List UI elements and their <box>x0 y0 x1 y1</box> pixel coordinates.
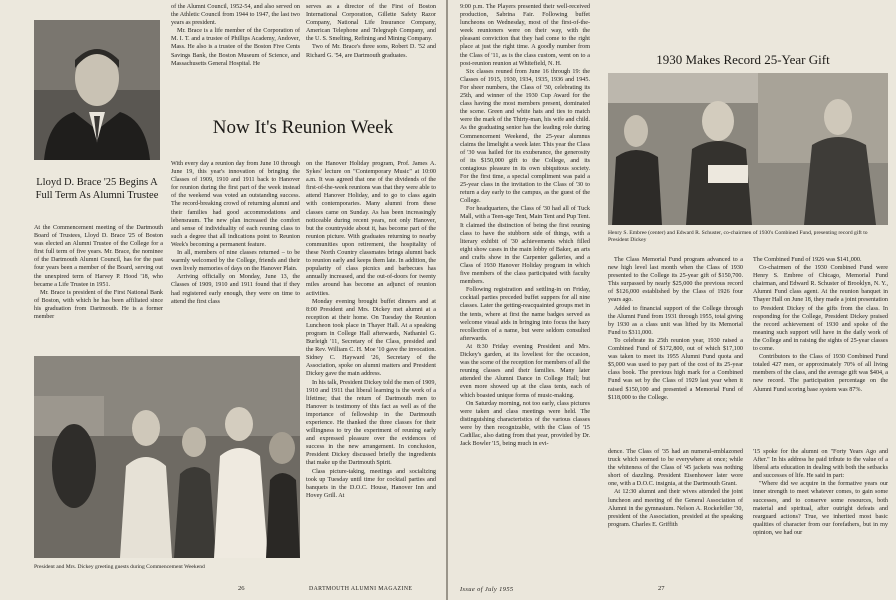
reunion-col2-paragraph: Class picture-taking, meetings and socializing took up Tuesday until time for cocktail parties and banquets in the D.O.C. House, Hanover Inn and Hovey Grill. At <box>306 468 436 499</box>
brace-col2-paragraph: Mr. Brace is a life member of the Corporation of M. I. T. and a trustee of Phillips Academy, Andover, Mass. He also is a trustee of the Boston Five Cents Savings Bank, the Boston Museum of Science, and Massachusetts General Hospital. He <box>171 28 300 67</box>
reunion-col2-paragraph: In his talk, President Dickey told the men of 1909, 1910 and 1911 that liberal learning is the work of a lifetime; that the return of Dartmouth men to Hanover is testimony of this fact as well as of the importance of fellowship in the Dartmouth experience. He thanked the three classes for their willingness to try the experiment of reuning early and expressed pleasure over the evidences of success in the new arrangement. In conclusion, President Dickey discussed briefly the ingredients that make up the Dartmouth Spirit. <box>306 379 436 467</box>
reunion-continued-text <box>460 3 590 573</box>
reunion-continued-paragraph: On Saturday morning, not too early, class pictures were taken and class meetings were held. The distinguishing characteristics of the various classes were by then recognizable, with the Class of '15 Cadillac, also dating from that year, provided by Dr. Jack Bowler '15, being much in evi- <box>460 400 590 448</box>
left-page-number <box>238 585 245 592</box>
right-page-number <box>658 585 665 592</box>
gift-col3-text <box>753 256 888 442</box>
sidebar-text <box>34 224 163 340</box>
sidebar-heading-text: Lloyd D. Brace '25 Begins A Full Term As Alumni Trustee <box>35 177 159 201</box>
gift-col3-paragraph: The Combined Fund of 1926 was $141,000. <box>753 257 862 263</box>
gift-photo-caption <box>608 230 888 244</box>
gift-col3-paragraph: Contributors to the Class of 1930 Combined Fund totaled 427 men, or approximately 70% of all living members of the class, and the average gift was $404, a new record. The participation percentage on the Alumni Fund scoring base system was 87%. <box>753 354 888 393</box>
commencement-photo-caption <box>34 564 300 571</box>
main-headline <box>168 116 438 140</box>
gift-caption-text: Henry S. Embree (center) and Edward R. Schuster, co-chairmen of 1930's Combined Fund, presenting record gift to President Dickey <box>608 230 868 243</box>
reunion-continued-paragraph: 9:00 p.m. The Players presented their well-received production, Sabrina Fair. Following buffet luncheons on Wednesday, most of the first-of-the-week reunioners were on their way, with the pleasant conviction that they had come to the right place at just the right time. A goodly number from the Class of '11, as is the class custom, went on to a post-reunion reunion at Whitefield, N. H. <box>460 4 590 67</box>
commencement-caption-text: President and Mrs. Dickey greeting guests during Commencement Weekend <box>34 564 205 570</box>
reunion-continued-paragraph: Following registration and settling-in on Friday, cocktail parties preceded buffet suppers for all nine classes. Later the getting-reacquainted groups met in the tents, where at first the name badges served as welcome visual aids in bringing into focus the hazy recollection of a name, but were seldom consulted afterwards. <box>460 287 590 342</box>
reunion-continued-paragraph: Six classes reuned from June 16 through 19: the Classes of 1915, 1930, 1934, 1935, 1936 and 1945. For sheer numbers, the Class of '30, celebrating its 25th, and winner of the 1930 Cup Award for the class having the most members present, dominated the scene. Green and white hats and ties to match were the mark of the Thirty-man, his wife and child. As the graduating senior has the leading role during Commencement Weekend, the 25-year alumnus claims the limelight a week later. This year the Class of '30 was hailed for its exuberance, the generosity of its $150,000 gift to the College, and its contagious pleasure in its own ubiquitous society. For the first time, a special compliment was paid a 25-year class in the invitation to the Class of '30 to return a day early to the campus, as the guest of the College. <box>460 68 590 205</box>
left-page-number-text: 26 <box>238 585 245 592</box>
right-page <box>448 0 896 600</box>
gift-col2-text <box>608 256 743 442</box>
magazine-name <box>309 586 412 592</box>
reunion-col1-text <box>171 160 300 348</box>
reunion-continued-paragraph: For headquarters, the Class of '30 had all of Tuck Mall, with a Teen-age Tent, Main Tent and Pup Tent. It claimed the distinction of being the first reuning class to have the stubborn side of things, with a literary exhibit of '30 achievements which filled eight show cases in the main lobby of Baker, an arts and crafts show in the Carpenter galleries, and a Class of 1930 Hanover Holiday program in which five members of the class participated with faculty members. <box>460 206 590 286</box>
gift-headline-text: 1930 Makes Record 25-Year Gift <box>656 52 830 67</box>
reunion-continued-paragraph: At 8:30 Friday evening President and Mrs. Dickey's garden, at its loveliest for the occasion, was the scene of the reception for members of all the reuning classes and their families. Many later attended the Alumni Dance in College Hall; but even more showed up at the class tents, each of which boasted unique forms of music-making. <box>460 343 590 399</box>
reunion-bottom-col2-paragraph: At 12:30 alumni and their wives attended the joint luncheon and meeting of the General Association of Alumni in the gymnasium. Nelson A. Rockefeller '30, president of the Association, presided at the speaking program. Charles E. Griffith <box>608 489 743 528</box>
left-page <box>0 0 446 600</box>
right-page-number-text: 27 <box>658 585 665 592</box>
brace-col2-paragraph: of the Alumni Council, 1952-54, and also served on the Athletic Council from 1944 to 1947, the last two years as president. <box>171 4 300 27</box>
reunion-col1-paragraph: Arriving officially on Monday, June 13, the Classes of 1909, 1910 and 1911 found that if they had registered early enough, they were on time to attend the first class <box>171 274 300 305</box>
brace-col3-paragraph: Two of Mr. Brace's three sons, Robert D. '52 and Richard G. '54, are Dartmouth graduates. <box>306 44 436 59</box>
brace-col2-text <box>171 3 300 111</box>
reunion-col1-paragraph: In all, members of nine classes returned – to be warmly welcomed by the College, friends and their own lively memories of days on the Hanover Plain. <box>171 250 300 273</box>
reunion-col2-paragraph: Monday evening brought buffet dinners and at 8:00 President and Mrs. Dickey met alumni at a reception at their home. On Tuesday the Reunion Luncheon took place in Thayer Hall. At a speaking program in College Hall afterwards, Nathaniel G. Burleigh '11, Secretary of the Class, presided and the Rev. William C. H. Moe '10 gave the invocation. Sidney C. Hayward '26, Secretary of the Association, spoke on alumni matters and President Dickey gave the main address. <box>306 298 436 378</box>
magazine-name-text: DARTMOUTH ALUMNI MAGAZINE <box>309 586 413 592</box>
reunion-col2-paragraph: on the Hanover Holiday program, Prof. James A. Sykes' lecture on "Contemporary Music" at 10:00 a.m. It was agreed that one of the dividends of the first-of-the-week reunions was that they were able to attend Hanover Holiday, and to go to class again with contemporaries. Many alumni from these classes came on Sunday. As has been increasingly noticeable during recent years, not only Hanover, but the countryside about it, has become part of the reunion picture. With graduates returning to nearby communities upon retirement, the hospitality of these North Country classmates brings alumni back to reunion early and keeps them late. In addition, the popularity of class picnics and barbecues has annually increased, and the out-of-doors for twenty miles around has become an adjunct of reunion activities. <box>306 161 436 297</box>
reunion-bottom-col3-text <box>753 448 888 574</box>
gift-photo-graphic <box>608 73 888 225</box>
reunion-bottom-col3-paragraph: '15 spoke for the alumni on "Forty Years Ago and After." In his address he paid tribute to the value of a liberal arts education in dealing with both the setbacks and successes of life. He said in part: <box>753 449 888 480</box>
brace-col3-text <box>306 3 436 111</box>
gift-headline <box>598 52 888 68</box>
gift-col2-paragraph: To celebrate its 25th reunion year, 1930 raised a Combined Fund of $172,800, out of which $17,100 was taken to meet its 1955 Alumni Fund quota and $5,000 was used to pay part of the cost of its 25-year class book. The previous high mark for a Combined Fund was set by the Class of 1929 last year when it raised $150,100 and presented a Memorial Fund of $118,000 to the College. <box>608 337 743 401</box>
reunion-bottom-col3-paragraph: "Where did we acquire in the formative years our inner strength to meet whatever comes, to gain some successes, and to conserve some resources, both material and spiritual, after outright defeats and rearguard actions? True, we inherited most basic qualities of character from our forefathers, but in my opinion, we had our <box>753 481 888 536</box>
issue-line-text: Issue of July 1955 <box>460 586 514 593</box>
gift-presentation-photo <box>608 73 888 225</box>
main-headline-text: Now It's Reunion Week <box>212 117 394 138</box>
sidebar-paragraph: At the Commencement meeting of the Dartmouth Board of Trustees, Lloyd D. Brace '25 of Boston was elected an Alumni Trustee of the College for a first full term of five years. Mr. Brace, the nominee of the Dartmouth Alumni Council, has for the past four years been a member of the Board, serving out the unexpired term of Harvey P. Hood '18, who became a Life Trustee in 1951. <box>34 225 163 288</box>
portrait-photo-brace <box>34 20 160 160</box>
reunion-bottom-col2-paragraph: dence. The Class of '35 had an numeral-emblazoned truck which seemed to be everywhere at once; while the whiteness of the Class of '45 jackets was nothing short of dazzling. President Eisenhower later wore one, with a D.O.C. insignia, at the Dartmouth Grant. <box>608 449 743 488</box>
portrait-photo-graphic <box>34 20 160 160</box>
issue-line <box>460 586 514 593</box>
gift-col2-paragraph: Added to financial support of the College through the Alumni Fund from 1931 through 1955, total giving by 1930 as a class unit was lifted by its Memorial Fund to $311,000. <box>608 305 743 336</box>
gift-col2-paragraph: The Class Memorial Fund program advanced to a new high level last month when the Class of 1930 presented to the College its 25-year gift of $150,700. This surpassed by nearly $25,000 the previous record of $126,000 established by the Class of 1926 four years ago. <box>608 257 743 304</box>
sidebar-paragraph: Mr. Brace is president of the First National Bank of Boston, with which he has been affiliated since his graduation from Dartmouth. He is a former member <box>34 289 163 321</box>
gift-col3-paragraph: Co-chairmen of the 1930 Combined Fund were Henry S. Embree of Chicago, Memorial Fund chairman, and Edward R. Schuster of Brooklyn, N. Y., Alumni Fund class agent. At the reunion banquet in Thayer Hall on June 18, they made a joint presentation to President Dickey of the gifts from the class. In responding for the College, President Dickey praised the record achievement of 1930 and spoke of the meaning such support will have in the daily work of the College and in raising the sights of 25-year classes to come. <box>753 265 888 353</box>
reunion-bottom-col2-text <box>608 448 743 574</box>
brace-col3-paragraph: serves as a director of the First of Boston International Corporation, Gillette Safety Razor Company, National Life Insurance Company, American Telephone and Telegraph Company, and the U. S. Smelting, Refining and Mining Company. <box>306 4 436 43</box>
sidebar-heading <box>32 176 162 202</box>
commencement-photo <box>34 356 300 558</box>
reunion-col2-text <box>306 160 436 573</box>
reunion-col1-paragraph: With every day a reunion day from June 10 through June 19, this year's innovation of bringing the Classes of 1909, 1910 and 1911 back to Hanover for reunion during the first part of the week instead of the weekend was voted an outstanding success. The record-breaking crowd of returning alumni and their families had good accommodations and lebensraum. The new plan increased the comfort and sense of individuality of each reuning class to such a degree that all indications point to Reunion Week's becoming a permanent feature. <box>171 161 300 248</box>
commencement-photo-graphic <box>34 356 300 558</box>
